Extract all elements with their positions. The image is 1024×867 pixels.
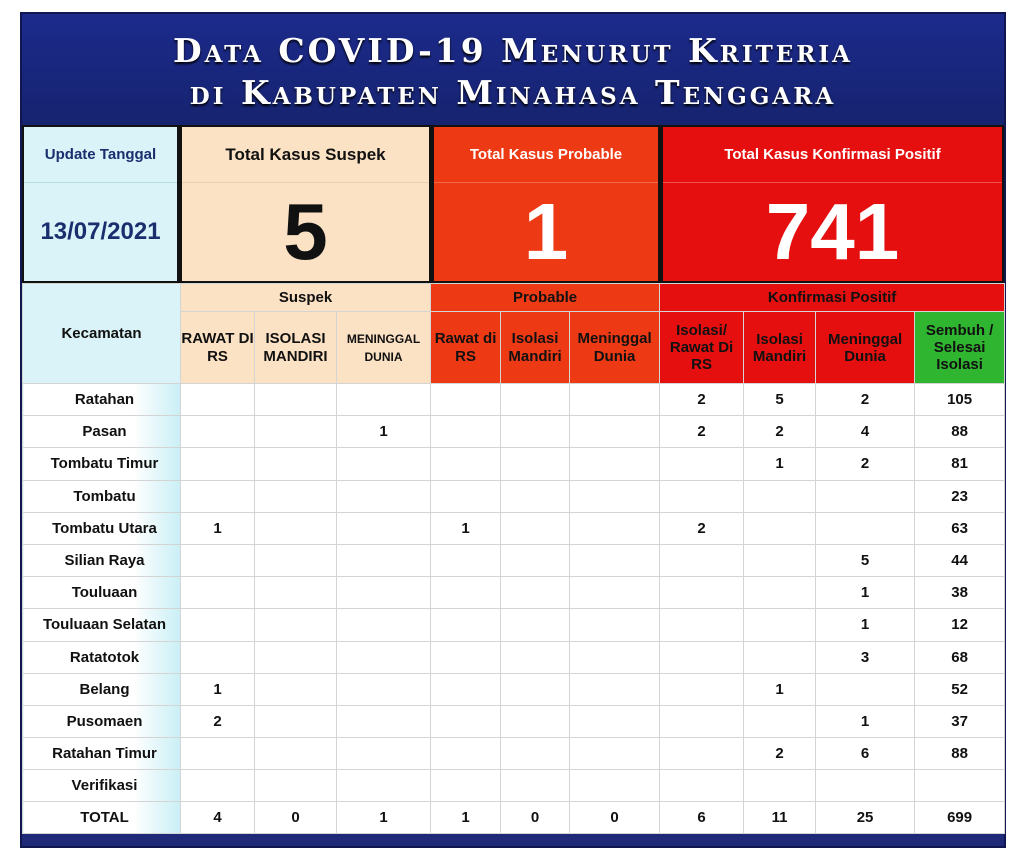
table-cell bbox=[181, 544, 255, 576]
update-label: Update Tanggal bbox=[24, 127, 177, 183]
table-cell: 12 bbox=[915, 609, 1005, 641]
title-line-1: Data COVID-19 Menurut Kriteria bbox=[172, 31, 854, 70]
table-cell: 1 bbox=[431, 512, 501, 544]
table-cell bbox=[337, 770, 431, 802]
table-cell bbox=[570, 416, 660, 448]
table-cell bbox=[816, 673, 915, 705]
table-cell bbox=[744, 609, 816, 641]
table-row bbox=[23, 512, 1005, 544]
table-cell bbox=[501, 609, 570, 641]
table-cell: 38 bbox=[915, 577, 1005, 609]
table-cell bbox=[337, 480, 431, 512]
table-cell bbox=[181, 770, 255, 802]
table-cell: 2 bbox=[816, 384, 915, 416]
table-cell bbox=[660, 480, 744, 512]
col-probable-rawat: Rawat di RS bbox=[431, 312, 501, 384]
table-cell bbox=[181, 384, 255, 416]
table-cell bbox=[181, 738, 255, 770]
table-cell: 68 bbox=[915, 641, 1005, 673]
table-cell bbox=[431, 609, 501, 641]
table-row bbox=[23, 641, 1005, 673]
table-cell: 1 bbox=[181, 512, 255, 544]
table-cell: 25 bbox=[816, 802, 915, 834]
table-cell bbox=[431, 544, 501, 576]
table-cell: 2 bbox=[744, 738, 816, 770]
table-cell bbox=[501, 544, 570, 576]
table-cell bbox=[337, 512, 431, 544]
table-cell: 2 bbox=[181, 705, 255, 737]
table-cell bbox=[431, 770, 501, 802]
kecamatan-name: Pasan bbox=[23, 416, 181, 448]
table-cell bbox=[255, 512, 337, 544]
table-cell bbox=[181, 480, 255, 512]
table-cell bbox=[337, 705, 431, 737]
summary-panel bbox=[22, 125, 1004, 283]
table-cell: 2 bbox=[660, 416, 744, 448]
table-cell bbox=[660, 544, 744, 576]
table-cell: 6 bbox=[816, 738, 915, 770]
total-label: TOTAL bbox=[23, 802, 181, 834]
table-cell: 1 bbox=[337, 802, 431, 834]
col-sembuh: Sembuh / Selesai Isolasi bbox=[915, 312, 1005, 384]
table-row bbox=[23, 705, 1005, 737]
table-cell: 44 bbox=[915, 544, 1005, 576]
title-banner bbox=[22, 14, 1004, 125]
col-konfirmasi-isolasi: Isolasi Mandiri bbox=[744, 312, 816, 384]
table-cell bbox=[744, 544, 816, 576]
table-cell: 3 bbox=[816, 641, 915, 673]
update-date: 13/07/2021 bbox=[40, 218, 161, 245]
table-cell bbox=[255, 673, 337, 705]
suspek-total-label: Total Kasus Suspek bbox=[182, 127, 429, 183]
update-box bbox=[22, 125, 180, 283]
group-suspek: Suspek bbox=[181, 284, 431, 312]
col-probable-meninggal: Meninggal Dunia bbox=[570, 312, 660, 384]
table-cell bbox=[255, 641, 337, 673]
table-cell bbox=[255, 384, 337, 416]
table-cell bbox=[431, 480, 501, 512]
table-cell bbox=[255, 544, 337, 576]
table-cell bbox=[570, 609, 660, 641]
group-konfirmasi: Konfirmasi Positif bbox=[660, 284, 1005, 312]
table-cell: 0 bbox=[255, 802, 337, 834]
table-cell bbox=[255, 448, 337, 480]
probable-total-box bbox=[432, 125, 661, 283]
table-cell: 699 bbox=[915, 802, 1005, 834]
konfirmasi-total-value: 741 bbox=[765, 187, 900, 276]
table-cell bbox=[501, 738, 570, 770]
table-cell bbox=[816, 770, 915, 802]
total-row bbox=[23, 802, 1005, 834]
table-cell bbox=[431, 384, 501, 416]
table-row bbox=[23, 448, 1005, 480]
table-cell bbox=[501, 416, 570, 448]
table-cell bbox=[337, 641, 431, 673]
table-cell bbox=[660, 705, 744, 737]
table-cell bbox=[181, 577, 255, 609]
table-cell bbox=[337, 577, 431, 609]
kecamatan-name: Ratatotok bbox=[23, 641, 181, 673]
kecamatan-name: Belang bbox=[23, 673, 181, 705]
table-cell bbox=[501, 641, 570, 673]
table-cell bbox=[744, 512, 816, 544]
table-cell bbox=[255, 738, 337, 770]
table-cell bbox=[915, 770, 1005, 802]
table-cell: 1 bbox=[431, 802, 501, 834]
table-cell: 2 bbox=[744, 416, 816, 448]
table-cell bbox=[570, 738, 660, 770]
table-cell bbox=[255, 416, 337, 448]
probable-total-label: Total Kasus Probable bbox=[434, 127, 658, 183]
suspek-total-value: 5 bbox=[283, 187, 328, 276]
table-cell: 105 bbox=[915, 384, 1005, 416]
table-cell bbox=[501, 480, 570, 512]
table-cell bbox=[660, 609, 744, 641]
table-cell: 23 bbox=[915, 480, 1005, 512]
table-cell bbox=[660, 770, 744, 802]
table-cell: 88 bbox=[915, 738, 1005, 770]
table-cell bbox=[255, 609, 337, 641]
table-cell: 0 bbox=[501, 802, 570, 834]
table-cell bbox=[337, 738, 431, 770]
kecamatan-name: Tombatu Utara bbox=[23, 512, 181, 544]
table-cell: 52 bbox=[915, 673, 1005, 705]
table-row bbox=[23, 480, 1005, 512]
kecamatan-name: Ratahan Timur bbox=[23, 738, 181, 770]
table-cell bbox=[255, 577, 337, 609]
table-cell bbox=[337, 673, 431, 705]
table-cell bbox=[660, 673, 744, 705]
table-cell bbox=[570, 641, 660, 673]
table-cell: 0 bbox=[570, 802, 660, 834]
table-row bbox=[23, 577, 1005, 609]
table-row bbox=[23, 673, 1005, 705]
infographic-frame bbox=[20, 12, 1006, 848]
kecamatan-name: Verifikasi bbox=[23, 770, 181, 802]
table-cell bbox=[255, 770, 337, 802]
table-cell: 5 bbox=[816, 544, 915, 576]
table-cell bbox=[337, 544, 431, 576]
col-konfirmasi-rawat: Isolasi/ Rawat Di RS bbox=[660, 312, 744, 384]
table-cell bbox=[501, 512, 570, 544]
table-cell bbox=[744, 577, 816, 609]
col-suspek-rawat: RAWAT DI RS bbox=[181, 312, 255, 384]
table-cell bbox=[431, 705, 501, 737]
table-cell bbox=[431, 641, 501, 673]
table-cell bbox=[255, 480, 337, 512]
table-cell: 5 bbox=[744, 384, 816, 416]
table-cell bbox=[337, 609, 431, 641]
table-row bbox=[23, 738, 1005, 770]
table-cell bbox=[570, 480, 660, 512]
table-cell bbox=[181, 609, 255, 641]
table-cell bbox=[570, 512, 660, 544]
table-cell: 2 bbox=[660, 384, 744, 416]
table-cell bbox=[431, 416, 501, 448]
table-cell bbox=[431, 673, 501, 705]
table-cell bbox=[181, 641, 255, 673]
table-cell bbox=[570, 448, 660, 480]
table-cell: 1 bbox=[816, 705, 915, 737]
suspek-total-box bbox=[180, 125, 432, 283]
table-cell: 88 bbox=[915, 416, 1005, 448]
table-cell: 1 bbox=[816, 609, 915, 641]
table-cell bbox=[570, 384, 660, 416]
probable-total-value: 1 bbox=[523, 187, 569, 276]
col-probable-isolasi: Isolasi Mandiri bbox=[501, 312, 570, 384]
table-cell bbox=[570, 673, 660, 705]
table-cell: 1 bbox=[816, 577, 915, 609]
kecamatan-table bbox=[22, 283, 1005, 834]
table-cell bbox=[660, 641, 744, 673]
kecamatan-name: Ratahan bbox=[23, 384, 181, 416]
table-cell: 2 bbox=[660, 512, 744, 544]
kecamatan-header: Kecamatan bbox=[23, 284, 181, 384]
table-cell bbox=[570, 577, 660, 609]
table-row bbox=[23, 416, 1005, 448]
table-cell bbox=[660, 738, 744, 770]
table-cell bbox=[431, 448, 501, 480]
col-suspek-isolasi: ISOLASI MANDIRI bbox=[255, 312, 337, 384]
col-suspek-meninggal: MENINGGAL DUNIA bbox=[337, 312, 431, 384]
kecamatan-name: Tombatu bbox=[23, 480, 181, 512]
table-cell bbox=[570, 705, 660, 737]
table-cell bbox=[501, 384, 570, 416]
kecamatan-name: Touluaan Selatan bbox=[23, 609, 181, 641]
table-cell: 1 bbox=[744, 448, 816, 480]
table-cell bbox=[181, 448, 255, 480]
table-cell bbox=[744, 705, 816, 737]
table-cell bbox=[744, 480, 816, 512]
table-cell: 63 bbox=[915, 512, 1005, 544]
table-cell bbox=[181, 416, 255, 448]
table-cell bbox=[744, 641, 816, 673]
table-cell bbox=[431, 738, 501, 770]
table-cell bbox=[660, 448, 744, 480]
kecamatan-name: Tombatu Timur bbox=[23, 448, 181, 480]
table-cell: 11 bbox=[744, 802, 816, 834]
table-cell: 2 bbox=[816, 448, 915, 480]
table-cell bbox=[660, 577, 744, 609]
table-cell bbox=[501, 705, 570, 737]
table-cell bbox=[255, 705, 337, 737]
table-cell bbox=[501, 673, 570, 705]
table-cell bbox=[337, 448, 431, 480]
table-cell bbox=[337, 384, 431, 416]
table-cell: 1 bbox=[337, 416, 431, 448]
table-cell bbox=[501, 448, 570, 480]
table-cell: 4 bbox=[181, 802, 255, 834]
table-cell bbox=[816, 512, 915, 544]
kecamatan-name: Silian Raya bbox=[23, 544, 181, 576]
konfirmasi-total-label: Total Kasus Konfirmasi Positif bbox=[663, 127, 1002, 183]
table-row bbox=[23, 609, 1005, 641]
table-row bbox=[23, 770, 1005, 802]
table-cell bbox=[501, 770, 570, 802]
table-cell: 6 bbox=[660, 802, 744, 834]
table-cell: 1 bbox=[181, 673, 255, 705]
table-cell bbox=[816, 480, 915, 512]
kecamatan-name: Pusomaen bbox=[23, 705, 181, 737]
table-cell: 4 bbox=[816, 416, 915, 448]
table-cell bbox=[501, 577, 570, 609]
table-cell: 37 bbox=[915, 705, 1005, 737]
col-konfirmasi-meninggal: Meninggal Dunia bbox=[816, 312, 915, 384]
title-line-2: di Kabupaten Minahasa Tenggara bbox=[189, 73, 837, 112]
table-cell bbox=[744, 770, 816, 802]
group-probable: Probable bbox=[431, 284, 660, 312]
table-cell bbox=[570, 770, 660, 802]
table-cell bbox=[570, 544, 660, 576]
kecamatan-name: Touluaan bbox=[23, 577, 181, 609]
table-cell: 1 bbox=[744, 673, 816, 705]
table-cell bbox=[431, 577, 501, 609]
table-row bbox=[23, 384, 1005, 416]
konfirmasi-total-box bbox=[661, 125, 1004, 283]
table-cell: 81 bbox=[915, 448, 1005, 480]
table-row bbox=[23, 544, 1005, 576]
